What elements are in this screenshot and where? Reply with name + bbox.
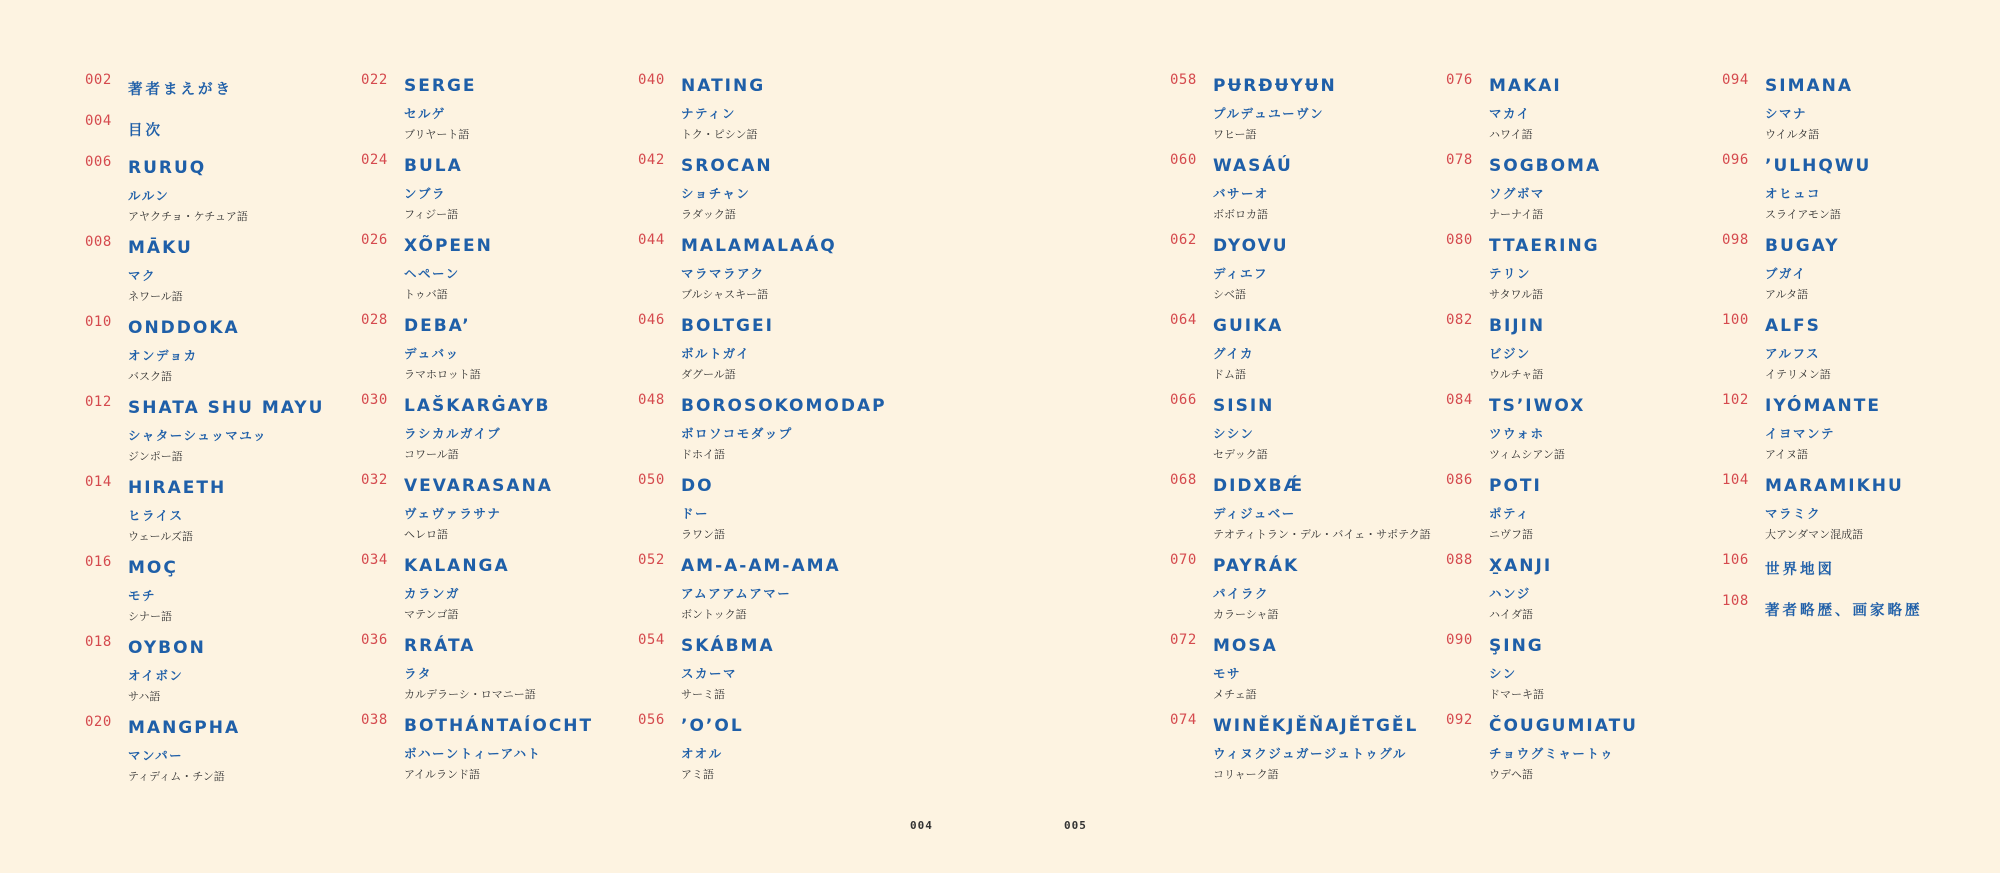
entry-language: サーミ語: [681, 688, 725, 701]
toc-entry[interactable]: [1722, 470, 1992, 550]
entry-title: SIMANA: [1765, 76, 1854, 96]
entry-title: MANGPHA: [128, 718, 241, 738]
page-number: 002: [85, 72, 112, 88]
page-number: 052: [638, 552, 665, 568]
entry-title: XÕPEEN: [404, 236, 493, 256]
entry-katakana: オヒュコ: [1765, 186, 1822, 201]
entry-title: LAŠKARĠAYB: [404, 396, 551, 416]
entry-language: ブルシャスキー語: [681, 288, 769, 301]
entry-title: SKÁBMA: [681, 636, 775, 656]
entry-title: SISIN: [1213, 396, 1275, 416]
entry-language: ヘレロ語: [404, 528, 448, 541]
entry-title: BOLTGEI: [681, 316, 774, 336]
entry-katakana: スカーマ: [681, 666, 738, 681]
page-number: 020: [85, 714, 112, 730]
entry-language: ラワン語: [681, 528, 725, 541]
entry-title: VEVARASANA: [404, 476, 553, 496]
toc-entry[interactable]: [85, 472, 355, 552]
entry-title: KALANGA: [404, 556, 510, 576]
entry-title: AM-A-AM-AMA: [681, 556, 841, 576]
page-number: 046: [638, 312, 665, 328]
entry-katakana: ンブラ: [404, 186, 447, 201]
entry-katakana: ウィヌクジュガージュトゥグル: [1213, 746, 1407, 761]
page-number: 068: [1170, 472, 1197, 488]
entry-title: 世界地図: [1765, 562, 1835, 578]
entry-katakana: オオル: [681, 746, 723, 761]
page-number: 048: [638, 392, 665, 408]
page-number: 086: [1446, 472, 1473, 488]
page-number: 076: [1446, 72, 1473, 88]
toc-entry[interactable]: [1722, 230, 1992, 310]
entry-language: ワヒー語: [1213, 128, 1257, 141]
toc-entry[interactable]: [85, 392, 355, 472]
toc-entry[interactable]: [1446, 310, 1716, 390]
page-number: 104: [1722, 472, 1749, 488]
entry-language: ウェールズ語: [128, 530, 194, 543]
page-number: 038: [361, 712, 388, 728]
toc-entry[interactable]: [1170, 710, 1440, 790]
entry-katakana: ヒライス: [128, 508, 184, 523]
entry-language: コリャーク語: [1213, 768, 1279, 781]
entry-language: サハ語: [128, 690, 161, 703]
entry-title: NATING: [681, 76, 766, 96]
entry-katakana: バサーオ: [1213, 186, 1269, 201]
entry-title: ŞING: [1489, 636, 1544, 656]
page-number: 012: [85, 394, 112, 410]
toc-entry[interactable]: [638, 310, 908, 390]
entry-katakana: ラタ: [404, 666, 432, 681]
page-number: 080: [1446, 232, 1473, 248]
page-number: 014: [85, 474, 112, 490]
toc-column-3: [638, 70, 908, 790]
page-number: 022: [361, 72, 388, 88]
entry-katakana: オンデョカ: [128, 348, 198, 363]
page-number: 024: [361, 152, 388, 168]
toc-entry[interactable]: [361, 150, 631, 230]
entry-language: ダグール語: [681, 368, 736, 381]
toc-entry[interactable]: [1170, 230, 1440, 310]
page-number: 028: [361, 312, 388, 328]
entry-title: SOGBOMA: [1489, 156, 1602, 176]
entry-language: バスク語: [128, 370, 172, 383]
entry-language: スライアモン語: [1765, 208, 1841, 221]
entry-katakana: シシン: [1213, 426, 1255, 441]
toc-entry[interactable]: [1446, 710, 1716, 790]
toc-entry[interactable]: [85, 552, 355, 632]
entry-title: SROCAN: [681, 156, 773, 176]
page-number: 006: [85, 154, 112, 170]
entry-language: マテンゴ語: [404, 608, 459, 621]
page-number: 058: [1170, 72, 1197, 88]
entry-katakana: パイラク: [1213, 586, 1270, 601]
toc-entry[interactable]: [638, 630, 908, 710]
toc-entry[interactable]: [1170, 630, 1440, 710]
entry-katakana: マカイ: [1489, 106, 1531, 121]
toc-column-2: [361, 70, 631, 790]
entry-title: ČOUGUMIATU: [1489, 716, 1638, 736]
toc-entry[interactable]: [85, 152, 355, 232]
entry-katakana: マク: [128, 268, 157, 283]
entry-title: DO: [681, 476, 714, 496]
entry-language: メチェ語: [1213, 688, 1257, 701]
entry-title: POTI: [1489, 476, 1542, 496]
toc-column-1: [85, 70, 355, 792]
entry-katakana: マンパー: [128, 748, 184, 763]
entry-language: ウルチャ語: [1489, 368, 1544, 381]
toc-entry[interactable]: [1722, 390, 1992, 470]
toc-entry[interactable]: [361, 70, 631, 150]
entry-language: ツィムシアン語: [1489, 448, 1565, 461]
entry-title: BUGAY: [1765, 236, 1840, 256]
entry-title: ALFS: [1765, 316, 1821, 336]
entry-language: シベ語: [1213, 288, 1246, 301]
entry-title: OYBON: [128, 638, 206, 658]
entry-language: ボボロカ語: [1213, 208, 1268, 221]
entry-title: ’O’OL: [681, 716, 744, 736]
page-number: 092: [1446, 712, 1473, 728]
toc-entry[interactable]: [1722, 550, 1992, 591]
page-number: 108: [1722, 593, 1749, 609]
entry-language: イテリメン語: [1765, 368, 1831, 381]
toc-entry[interactable]: [1170, 390, 1440, 470]
page-number: 036: [361, 632, 388, 648]
entry-language: コワール語: [404, 448, 459, 461]
entry-katakana: マラミク: [1765, 506, 1822, 521]
page-number: 044: [638, 232, 665, 248]
page-number: 070: [1170, 552, 1197, 568]
toc-entry[interactable]: [638, 230, 908, 310]
entry-language: ナーナイ語: [1489, 208, 1544, 221]
right-page: [1000, 0, 2000, 873]
entry-language: ウデヘ語: [1489, 768, 1533, 781]
page-number: 010: [85, 314, 112, 330]
entry-katakana: ツウォホ: [1489, 426, 1545, 441]
page-number: 066: [1170, 392, 1197, 408]
page-number: 030: [361, 392, 388, 408]
entry-language: カラーシャ語: [1213, 608, 1279, 621]
page-number: 064: [1170, 312, 1197, 328]
entry-katakana: ディジュベー: [1213, 506, 1296, 521]
toc-entry[interactable]: [361, 310, 631, 390]
entry-katakana: アルフス: [1765, 346, 1821, 361]
page-number: 062: [1170, 232, 1197, 248]
toc-entry[interactable]: [361, 390, 631, 470]
entry-title: HIRAETH: [128, 478, 227, 498]
entry-title: RRÁTA: [404, 636, 476, 656]
entry-katakana: ヴェヴァラサナ: [404, 506, 502, 521]
entry-title: PɄRÐɄYɄN: [1213, 76, 1337, 96]
entry-title: IYÓMANTE: [1765, 396, 1881, 416]
entry-title: 著者まえがき: [128, 82, 233, 98]
entry-katakana: テリン: [1489, 266, 1532, 281]
toc-entry[interactable]: [85, 712, 355, 792]
page-number: 032: [361, 472, 388, 488]
page-number: 042: [638, 152, 665, 168]
page-number: 100: [1722, 312, 1749, 328]
entry-katakana: アムアアムアマー: [681, 586, 792, 601]
entry-language: トク・ピシン語: [681, 128, 758, 141]
entry-katakana: モサ: [1213, 666, 1242, 681]
page-number: 008: [85, 234, 112, 250]
entry-title: SHATA SHU MAYU: [128, 398, 325, 418]
page-number: 096: [1722, 152, 1749, 168]
entry-language: ドム語: [1213, 368, 1246, 381]
entry-katakana: プルデュユーヴン: [1213, 106, 1325, 121]
entry-katakana: オイボン: [128, 668, 184, 683]
entry-katakana: ラシカルガイブ: [404, 426, 502, 441]
page-number: 078: [1446, 152, 1473, 168]
entry-title: GUIKA: [1213, 316, 1284, 336]
page-number: 098: [1722, 232, 1749, 248]
toc-entry[interactable]: [638, 550, 908, 630]
entry-title: BOROSOKOMODAP: [681, 396, 887, 416]
page-number: 004: [85, 113, 112, 129]
entry-title: TS’IWOX: [1489, 396, 1586, 416]
entry-title: 著者略歴、画家略歴: [1765, 603, 1923, 619]
entry-katakana: グイカ: [1213, 346, 1255, 361]
page-number: 018: [85, 634, 112, 650]
entry-title: PAYRÁK: [1213, 556, 1300, 576]
entry-language: シナー語: [128, 610, 172, 623]
page-number: 102: [1722, 392, 1749, 408]
toc-entry[interactable]: [361, 230, 631, 310]
toc-entry[interactable]: [1446, 470, 1716, 550]
page-number: 040: [638, 72, 665, 88]
entry-title: SERGE: [404, 76, 477, 96]
toc-entry[interactable]: [1446, 230, 1716, 310]
entry-language: ネワール語: [128, 290, 183, 303]
entry-title: TTAERING: [1489, 236, 1600, 256]
toc-entry[interactable]: [85, 111, 355, 152]
entry-language: アミ語: [681, 768, 714, 781]
page-number: 034: [361, 552, 388, 568]
entry-language: サタワル語: [1489, 288, 1544, 301]
entry-title: MĀKU: [128, 238, 193, 258]
toc-entry[interactable]: [85, 70, 355, 111]
entry-katakana: シマナ: [1765, 106, 1808, 121]
entry-katakana: ポティ: [1489, 506, 1531, 521]
entry-katakana: シン: [1489, 666, 1517, 681]
page-number-left: 004: [910, 819, 933, 832]
entry-katakana: モチ: [128, 588, 157, 603]
toc-entry[interactable]: [638, 150, 908, 230]
toc-entry[interactable]: [1446, 70, 1716, 150]
entry-katakana: ナティン: [681, 106, 737, 121]
entry-katakana: セルゲ: [404, 106, 446, 121]
toc-entry[interactable]: [1170, 470, 1440, 550]
toc-entry[interactable]: [361, 710, 631, 790]
entry-language: ティディム・チン語: [128, 770, 225, 783]
page-number: 106: [1722, 552, 1749, 568]
entry-katakana: ルルン: [128, 188, 170, 203]
entry-katakana: ドー: [681, 506, 710, 521]
entry-title: DIDXBǼ: [1213, 476, 1305, 496]
toc-entry[interactable]: [1170, 70, 1440, 150]
entry-language: ドホイ語: [681, 448, 725, 461]
entry-title: MARAMIKHU: [1765, 476, 1904, 496]
entry-language: 大アンダマン混成語: [1765, 528, 1864, 541]
toc-column-4: [1170, 70, 1440, 790]
entry-language: ラダック語: [681, 208, 736, 221]
toc-entry[interactable]: [638, 70, 908, 150]
entry-title: DEBA’: [404, 316, 471, 336]
toc-entry[interactable]: [85, 312, 355, 392]
toc-entry[interactable]: [85, 632, 355, 712]
page-number: 056: [638, 712, 665, 728]
toc-entry[interactable]: [1722, 70, 1992, 150]
toc-entry[interactable]: [85, 232, 355, 312]
entry-language: ボントック語: [681, 608, 747, 621]
toc-entry[interactable]: [1170, 150, 1440, 230]
page-number-right: 005: [1064, 819, 1087, 832]
entry-katakana: シャターシュッマユッ: [128, 428, 268, 443]
entry-title: BULA: [404, 156, 463, 176]
entry-title: 目次: [128, 123, 163, 139]
entry-title: WASÁÚ: [1213, 156, 1293, 176]
entry-katakana: ディエフ: [1213, 266, 1269, 281]
entry-language: テオティトラン・デル・バイェ・サポテク語: [1213, 528, 1431, 541]
entry-title: ONDDOKA: [128, 318, 240, 338]
entry-katakana: マラマラアク: [681, 266, 765, 281]
toc-column-6: [1722, 70, 1992, 632]
page-number: 074: [1170, 712, 1197, 728]
page-number: 072: [1170, 632, 1197, 648]
entry-title: RURUQ: [128, 158, 207, 178]
page-number: 016: [85, 554, 112, 570]
page-number: 050: [638, 472, 665, 488]
entry-title: DYOVU: [1213, 236, 1289, 256]
toc-entry[interactable]: [1722, 310, 1992, 390]
entry-katakana: ショチャン: [681, 186, 751, 201]
toc-entry[interactable]: [361, 550, 631, 630]
page-number: 084: [1446, 392, 1473, 408]
entry-language: アルタ語: [1765, 288, 1809, 301]
entry-language: トゥバ語: [404, 288, 448, 301]
toc-entry[interactable]: [361, 470, 631, 550]
toc-entry[interactable]: [1446, 150, 1716, 230]
toc-entry[interactable]: [1446, 550, 1716, 630]
toc-entry[interactable]: [1170, 550, 1440, 630]
entry-katakana: ヘペーン: [404, 266, 460, 281]
entry-language: アイルランド語: [404, 768, 481, 781]
toc-entry[interactable]: [361, 630, 631, 710]
page-number: 090: [1446, 632, 1473, 648]
entry-title: BIJIN: [1489, 316, 1546, 336]
toc-entry[interactable]: [1446, 390, 1716, 470]
page-number: 094: [1722, 72, 1749, 88]
entry-katakana: ボハーントィーアハト: [404, 746, 542, 761]
entry-language: ブリヤート語: [404, 128, 470, 141]
entry-title: X̱ANJI: [1489, 556, 1553, 576]
entry-katakana: デュバッ: [404, 346, 460, 361]
toc-entry[interactable]: [638, 470, 908, 550]
entry-katakana: ソグボマ: [1489, 186, 1545, 201]
toc-entry[interactable]: [638, 390, 908, 470]
page-number: 026: [361, 232, 388, 248]
entry-title: ’ULHQWU: [1765, 156, 1872, 176]
entry-title: MAKAI: [1489, 76, 1562, 96]
entry-language: ドマーキ語: [1489, 688, 1544, 701]
entry-katakana: ブガイ: [1765, 266, 1807, 281]
entry-language: ニヴフ語: [1489, 528, 1533, 541]
entry-language: ウイルタ語: [1765, 128, 1820, 141]
entry-language: フィジー語: [404, 208, 459, 221]
page-number: 082: [1446, 312, 1473, 328]
toc-entry[interactable]: [638, 710, 908, 790]
entry-title: MALAMALAÁQ: [681, 236, 837, 256]
entry-language: ラマホロット語: [404, 368, 481, 381]
entry-katakana: ボルトガイ: [681, 346, 751, 361]
entry-language: セデック語: [1213, 448, 1268, 461]
entry-katakana: カランガ: [404, 586, 461, 601]
toc-entry[interactable]: [1170, 310, 1440, 390]
entry-language: ジンポー語: [128, 450, 183, 463]
entry-title: WINĚKJĚŇAJĚTGĚL: [1213, 716, 1419, 736]
entry-language: ハワイ語: [1489, 128, 1533, 141]
entry-katakana: ボロソコモダップ: [681, 426, 793, 441]
entry-katakana: イヨマンテ: [1765, 426, 1836, 441]
entry-katakana: ビジン: [1489, 346, 1531, 361]
entry-language: ハイダ語: [1489, 608, 1533, 621]
entry-title: MOSA: [1213, 636, 1278, 656]
page-number: 088: [1446, 552, 1473, 568]
toc-entry[interactable]: [1722, 591, 1992, 632]
entry-language: アイヌ語: [1765, 448, 1809, 461]
entry-title: BOTHÁNTAÍOCHT: [404, 716, 594, 736]
toc-column-5: [1446, 70, 1716, 790]
entry-language: カルデラーシ・ロマニー語: [404, 688, 536, 701]
entry-language: アヤクチョ・ケチュア語: [128, 210, 248, 223]
toc-entry[interactable]: [1446, 630, 1716, 710]
entry-katakana: チョウグミャートゥ: [1489, 746, 1615, 761]
page-number: 060: [1170, 152, 1197, 168]
toc-entry[interactable]: [1722, 150, 1992, 230]
entry-title: MOÇ: [128, 558, 178, 578]
entry-katakana: ハンジ: [1489, 586, 1531, 601]
page-number: 054: [638, 632, 665, 648]
